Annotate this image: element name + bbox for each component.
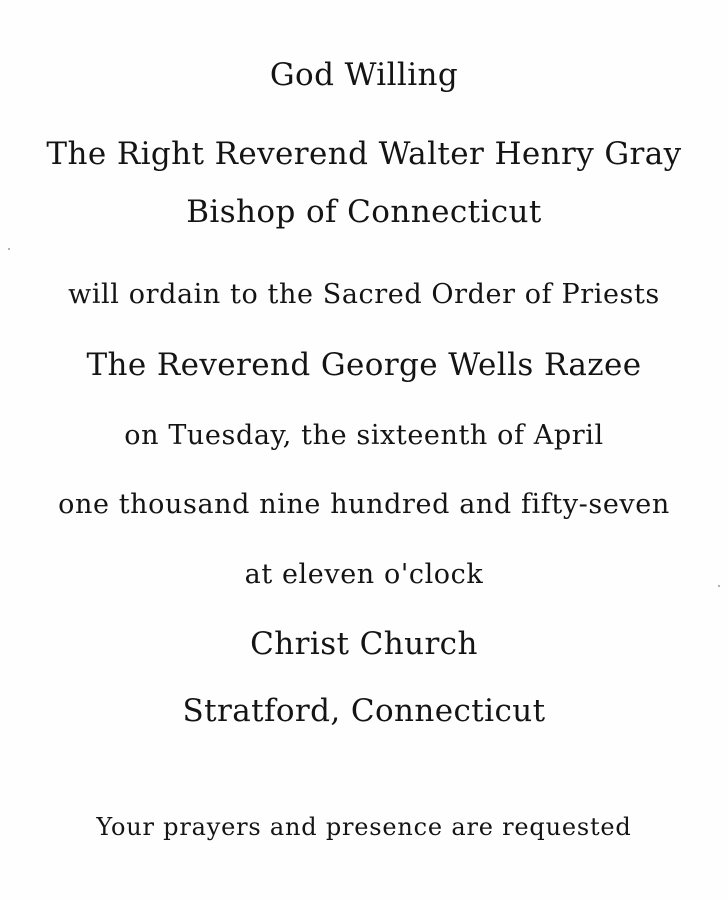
ceremony-time: at eleven o'clock [244, 559, 484, 590]
paper-speck [718, 585, 720, 587]
closing-request: Your prayers and presence are requested [96, 813, 632, 841]
paper-speck [8, 248, 10, 250]
ceremony-year: one thousand nine hundred and fifty-seven [58, 489, 670, 520]
ordinand-name: The Reverend George Wells Razee [86, 347, 642, 383]
bishop-name: The Right Reverend Walter Henry Gray [46, 136, 682, 172]
church-name: Christ Church [250, 626, 478, 662]
church-location: Stratford, Connecticut [182, 693, 546, 729]
heading-god-willing: God Willing [269, 57, 459, 93]
ordination-statement: will ordain to the Sacred Order of Priests [68, 279, 660, 310]
ceremony-date: on Tuesday, the sixteenth of April [124, 420, 604, 451]
bishop-title: Bishop of Connecticut [186, 194, 542, 230]
